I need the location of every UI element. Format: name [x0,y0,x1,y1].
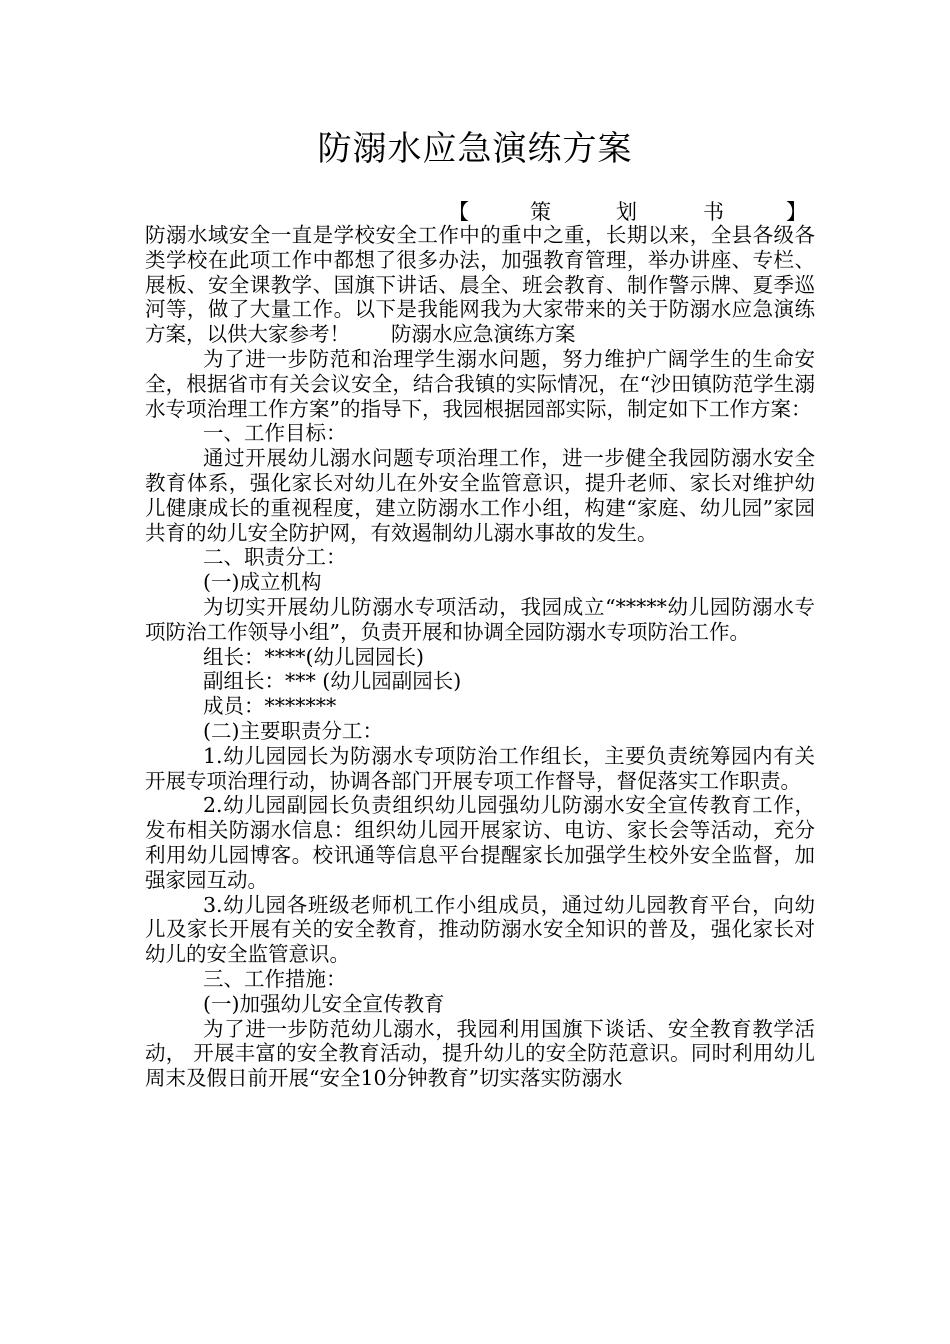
intro-paragraph: 防溺水域安全一直是学校安全工作中的重中之重，长期以来，全县各级各类学校在此项工作中都想了很多办法，加强教育管理，举办讲座、专栏、展板、安全课教学、国旗下讲话、晨全、班会教育、制作警示牌、夏季巡河等，做了大量工作。以下是我能网我为大家带来的关于防溺水应急演练方案，以供大家参考！ 防溺水应急演练方案 [145,223,815,347]
subsection-heading: (一)加强幼儿安全宣传教育 [203,991,445,1016]
subsection-heading: (二)主要职责分工： [203,718,383,743]
section-heading: 二、职责分工： [203,545,347,570]
banner-close-bracket: 】 [786,200,807,224]
section-heading: 一、工作目标： [203,421,347,446]
body-paragraph: 2.幼儿园副园长负责组织幼儿园强幼儿防溺水安全宣传教育工作，发布相关防溺水信息：组织幼儿园开展家访、电访、家长会等活动，充分利用幼儿园博客。校讯通等信息平台提醒家长加强学生校外安全监督，加强家园互动。 [145,793,815,892]
list-item: 成员：******* [203,694,337,719]
list-item: 组长：****(幼儿园园长) [203,644,424,669]
body-paragraph: 通过开展幼儿溺水问题专项治理工作，进一步健全我园防溺水安全教育体系，强化家长对幼儿在外安全监管意识，提升老师、家长对维护幼儿健康成长的重视程度，建立防溺水工作小组，构建“家庭、幼儿园”家园共育的幼儿安全防护网，有效遏制幼儿溺水事故的发生。 [145,446,815,545]
body-paragraph: 1.幼儿园园长为防溺水专项防治工作组长，主要负责统筹园内有关开展专项治理行动，协调各部门开展专项工作督导，督促落实工作职责。 [145,743,815,793]
section-heading: 三、工作措施： [203,966,347,991]
banner-char-3: 书 [703,200,724,224]
banner-char-2: 划 [616,200,637,224]
body-paragraph: 3.幼儿园各班级老师机工作小组成员，通过幼儿园教育平台，向幼儿及家长开展有关的安全教育，推动防溺水安全知识的普及，强化家长对幼儿的安全监管意识。 [145,892,815,967]
plan-banner [448,198,808,226]
body-paragraph: 为了进一步防范和治理学生溺水问题，努力维护广阔学生的生命安全，根据省市有关会议安全，结合我镇的实际情况，在“沙田镇防范学生溺水专项治理工作方案”的指导下，我园根据园部实际，制定如下工作方案： [145,346,815,421]
document-title: 防溺水应急演练方案 [317,129,633,169]
banner-char-1: 策 [530,200,551,224]
list-item: 副组长：*** (幼儿园副园长) [203,669,462,694]
body-paragraph: 为了进一步防范幼儿溺水，我园利用国旗下谈话、安全教育教学活动， 开展丰富的安全教育活动，提升幼儿的安全防范意识。同时利用幼儿周末及假日前开展“安全10分钟教育”切实落实防溺水 [145,1016,815,1091]
banner-open-bracket: 【 [448,200,469,224]
document-body [145,223,815,1091]
subsection-heading: (一)成立机构 [203,570,322,595]
body-paragraph: 为切实开展幼儿防溺水专项活动，我园成立“*****幼儿园防溺水专项防治工作领导小组”，负责开展和协调全园防溺水专项防治工作。 [145,594,815,644]
